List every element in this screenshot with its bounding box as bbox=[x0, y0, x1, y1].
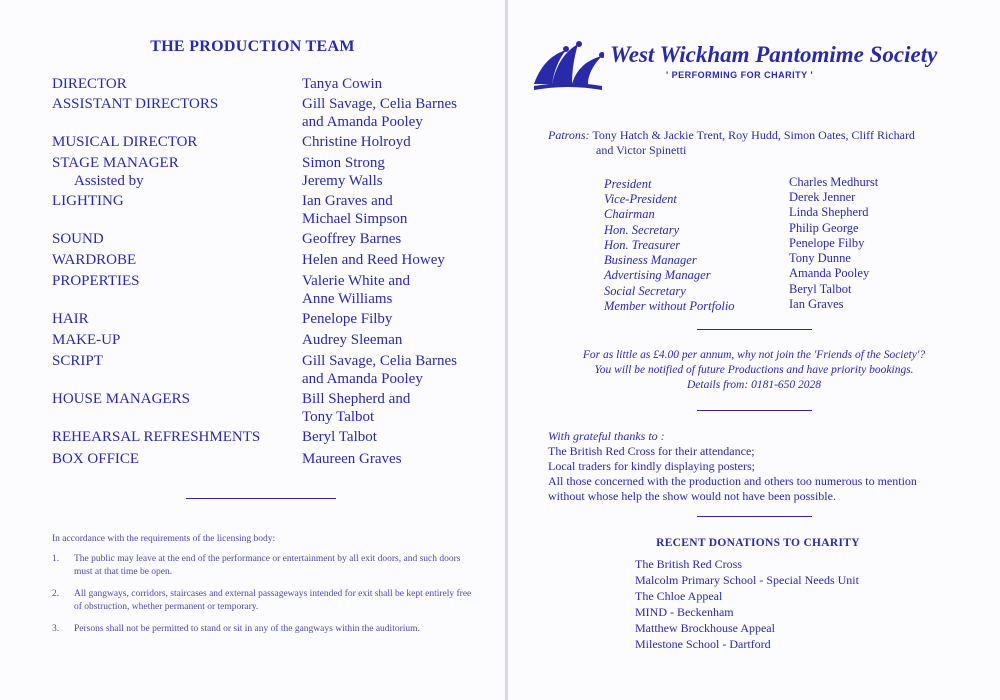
role-properties: PROPERTIES bbox=[52, 273, 140, 289]
patrons-label: Patrons: bbox=[548, 128, 590, 142]
name-script: Gill Savage, Celia Barnes bbox=[302, 353, 457, 369]
name-properties-cont: Anne Williams bbox=[302, 291, 393, 307]
name-assisted-by: Jeremy Walls bbox=[302, 173, 383, 189]
name-director: Tanya Cowin bbox=[302, 76, 383, 92]
officer-role: Chairman bbox=[604, 207, 655, 221]
officer-role: Vice-President bbox=[604, 192, 677, 206]
item-text: The public may leave at the end of the performance or entertainment by all exit doors, and such doors must at that time be open. bbox=[74, 554, 461, 577]
officer-role: Advertising Manager bbox=[604, 268, 711, 282]
role-lighting: LIGHTING bbox=[52, 193, 124, 209]
licensing-notes bbox=[52, 533, 472, 645]
role-musical-director: MUSICAL DIRECTOR bbox=[52, 134, 198, 150]
donation-item: The British Red Cross bbox=[635, 557, 742, 571]
officer-role: Member without Portfolio bbox=[604, 299, 735, 313]
divider bbox=[186, 498, 336, 499]
officer-name: Philip George bbox=[789, 221, 859, 235]
role-script: SCRIPT bbox=[52, 353, 103, 369]
jester-hat-logo-icon bbox=[532, 40, 604, 92]
officer-name: Penelope Filby bbox=[789, 236, 865, 250]
name-make-up: Audrey Sleeman bbox=[302, 332, 403, 348]
name-house-managers: Bill Shepherd and bbox=[302, 391, 411, 407]
name-assistant-directors-cont: and Amanda Pooley bbox=[302, 114, 423, 130]
officer-name: Tony Dunne bbox=[789, 251, 851, 265]
officer-role: Hon. Secretary bbox=[604, 223, 680, 237]
officer-name: Ian Graves bbox=[789, 297, 844, 311]
role-rehearsal-refreshments: REHEARSAL REFRESHMENTS bbox=[52, 429, 261, 445]
licensing-intro: In accordance with the requirements of the licensing body: bbox=[52, 534, 276, 544]
name-musical-director: Christine Holroyd bbox=[302, 134, 411, 150]
name-rehearsal-refreshments: Beryl Talbot bbox=[302, 429, 377, 445]
thanks-line: Local traders for kindly displaying posters; bbox=[548, 459, 755, 473]
patrons bbox=[548, 128, 968, 158]
item-text: All gangways, corridors, staircases and external passageways intended for exit shall be kept entirely free of obstruction, whether permanent or temporary. bbox=[74, 589, 472, 612]
friends-of-society bbox=[548, 348, 960, 393]
officer-role: President bbox=[604, 177, 652, 191]
donation-item: Malcolm Primary School - Special Needs Unit bbox=[635, 573, 859, 587]
role-director: DIRECTOR bbox=[52, 76, 127, 92]
divider bbox=[697, 516, 812, 517]
patrons-list: Tony Hatch & Jackie Trent, Roy Hudd, Simon Oates, Cliff Richard bbox=[592, 128, 915, 142]
officer-name: Amanda Pooley bbox=[789, 266, 870, 280]
production-team-title: THE PRODUCTION TEAM bbox=[150, 38, 355, 55]
friends-contact: Details from: 0181-650 2028 bbox=[686, 379, 822, 391]
role-assistant-directors: ASSISTANT DIRECTORS bbox=[52, 96, 219, 112]
name-house-managers-cont: Tony Talbot bbox=[302, 409, 375, 425]
divider bbox=[697, 410, 812, 411]
role-hair: HAIR bbox=[52, 311, 89, 327]
friends-line: You will be notified of future Productions and have priority bookings. bbox=[594, 364, 914, 376]
society-tagline: ' PERFORMING FOR CHARITY ' bbox=[666, 70, 814, 80]
role-box-office: BOX OFFICE bbox=[52, 451, 140, 467]
item-number: 2. bbox=[52, 589, 60, 599]
role-stage-manager: STAGE MANAGER bbox=[52, 155, 179, 171]
divider bbox=[697, 329, 812, 330]
thanks-line: The British Red Cross for their attendance; bbox=[548, 444, 755, 458]
donation-item: Matthew Brockhouse Appeal bbox=[635, 621, 775, 635]
name-hair: Penelope Filby bbox=[302, 311, 393, 327]
officer-name: Derek Jenner bbox=[789, 190, 856, 204]
name-sound: Geoffrey Barnes bbox=[302, 231, 402, 247]
name-box-office: Maureen Graves bbox=[302, 451, 402, 467]
officer-name: Beryl Talbot bbox=[789, 282, 852, 296]
role-house-managers: HOUSE MANAGERS bbox=[52, 391, 190, 407]
officer-role: Business Manager bbox=[604, 253, 697, 267]
name-wardrobe: Helen and Reed Howey bbox=[302, 252, 445, 268]
role-wardrobe: WARDROBE bbox=[52, 252, 137, 268]
officer-name: Linda Shepherd bbox=[789, 205, 869, 219]
name-lighting-cont: Michael Simpson bbox=[302, 211, 408, 227]
society-name: West Wickham Pantomime Society bbox=[610, 42, 938, 67]
licensing-item bbox=[52, 623, 472, 636]
item-number: 3. bbox=[52, 624, 60, 634]
officer-role: Social Secretary bbox=[604, 284, 686, 298]
role-assisted-by: Assisted by bbox=[74, 173, 144, 189]
friends-line: For as little as £4.00 per annum, why not join the 'Friends of the Society'? bbox=[582, 349, 926, 361]
thanks-section bbox=[548, 429, 968, 504]
donation-item: Milestone School - Dartford bbox=[635, 637, 771, 651]
thanks-line: without whose help the show would not have been possible. bbox=[548, 489, 836, 503]
name-properties: Valerie White and bbox=[302, 273, 411, 289]
officer-name: Charles Medhurst bbox=[789, 175, 879, 189]
name-assistant-directors: Gill Savage, Celia Barnes bbox=[302, 96, 457, 112]
licensing-item bbox=[52, 588, 472, 614]
donation-item: MIND - Beckenham bbox=[635, 605, 734, 619]
licensing-item bbox=[52, 553, 472, 579]
item-text: Persons shall not be permitted to stand or sit in any of the gangways within the auditorium. bbox=[74, 624, 420, 634]
thanks-label: With grateful thanks to : bbox=[548, 429, 665, 443]
patrons-list-cont: and Victor Spinetti bbox=[596, 143, 687, 157]
officer-role: Hon. Treasurer bbox=[604, 238, 681, 252]
role-sound: SOUND bbox=[52, 231, 104, 247]
donation-item: The Chloe Appeal bbox=[635, 589, 723, 603]
donations-title: RECENT DONATIONS TO CHARITY bbox=[656, 537, 860, 549]
role-make-up: MAKE-UP bbox=[52, 332, 121, 348]
name-lighting: Ian Graves and bbox=[302, 193, 393, 209]
thanks-line: All those concerned with the production and others too numerous to mention bbox=[548, 474, 917, 488]
name-stage-manager: Simon Strong bbox=[302, 155, 385, 171]
item-number: 1. bbox=[52, 554, 60, 564]
name-script-cont: and Amanda Pooley bbox=[302, 371, 423, 387]
